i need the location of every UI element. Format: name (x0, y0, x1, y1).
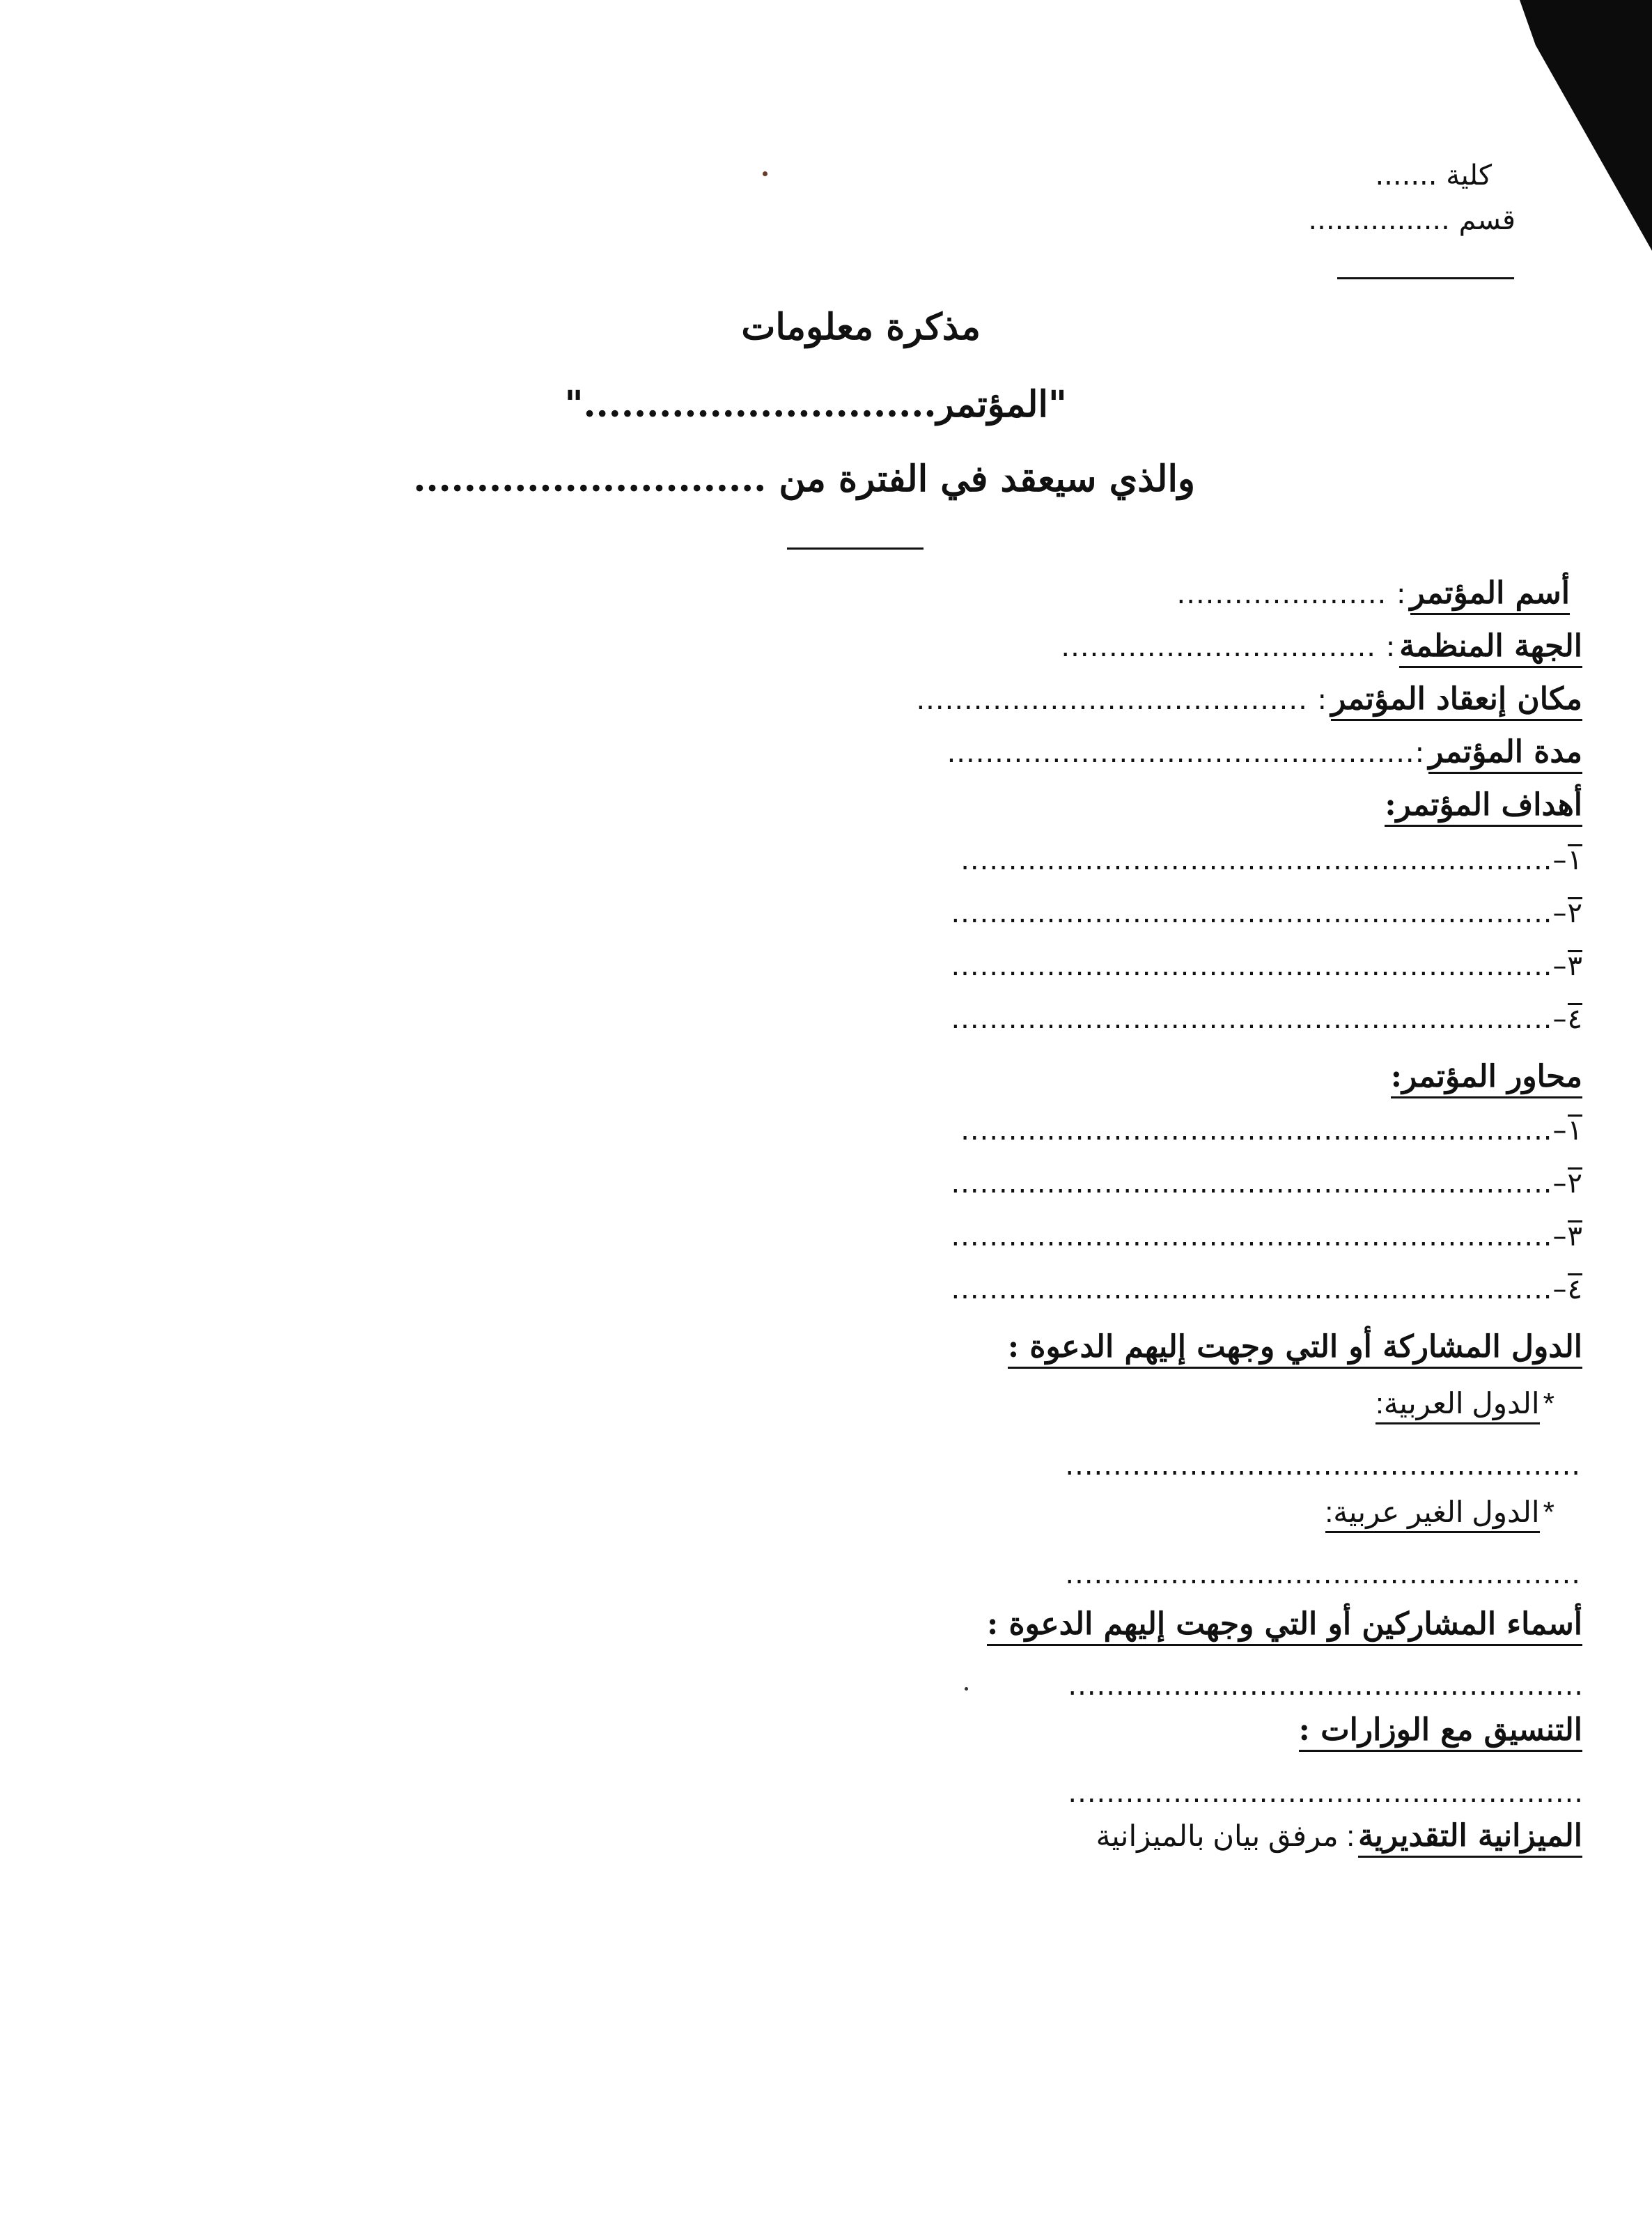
venue-value: : ......................................... (916, 684, 1327, 716)
nonarab-countries-row (1325, 1498, 1554, 1533)
period-line: والذي سيعقد في الفترة من ............................ (413, 458, 1195, 500)
list-item (951, 897, 1582, 927)
faculty-line: كلية ....... (1375, 160, 1492, 192)
item-dots: –............................................................... (951, 1220, 1568, 1252)
budget-label: الميزانية التقديرية (1358, 1821, 1582, 1858)
coordination-dots (1068, 1779, 1584, 1807)
arab-countries-label: الدول العربية: (1376, 1389, 1539, 1424)
objectives-row (1385, 787, 1582, 827)
organizer-label: الجهة المنظمة (1399, 631, 1582, 668)
item-dots: –.............................................................. (960, 1114, 1568, 1147)
axes-row (1390, 1059, 1582, 1098)
participants-label: أسماء المشاركين أو التي وجهت إليهم الدعوة : (987, 1609, 1582, 1646)
coordination-row (1298, 1712, 1582, 1752)
list-item (960, 844, 1582, 874)
countries-row (1007, 1329, 1582, 1369)
duration-label: مدة المؤتمر (1428, 737, 1582, 774)
countries-label: الدول المشاركة أو التي وجهت إليهم الدعوة : (1008, 1332, 1582, 1369)
organizer-value: : ................................. (1061, 631, 1396, 663)
list-item (951, 1220, 1582, 1250)
objectives-label: أهداف المؤتمر: (1385, 790, 1582, 827)
participants-dots (1068, 1672, 1584, 1700)
scan-speck (965, 1687, 968, 1691)
item-dots: –............................................................... (951, 1003, 1568, 1035)
item-number: ٣ (1567, 950, 1582, 982)
conference-name-row (1176, 575, 1570, 615)
nonarab-countries-label: الدول الغير عربية: (1325, 1498, 1540, 1533)
department-line: قسم ................ (1308, 204, 1515, 236)
conference-title: "المؤتمر............................" (564, 383, 1067, 426)
dotted-line: ...................................................... (1065, 1450, 1581, 1482)
nonarab-star: * (1543, 1496, 1554, 1528)
coordination-label: التنسيق مع الوزارات : (1299, 1715, 1582, 1752)
arab-countries-row (1376, 1389, 1554, 1424)
conference-name-value: : ...................... (1176, 578, 1407, 610)
budget-value: : مرفق بيان بالميزانية (1096, 1819, 1355, 1852)
venue-row (916, 681, 1582, 721)
budget-row (1096, 1818, 1582, 1858)
item-number: ٢ (1567, 1167, 1582, 1199)
organizer-row (1061, 628, 1582, 668)
item-number: ٤ (1567, 1003, 1582, 1035)
venue-label: مكان إنعقاد المؤتمر (1331, 684, 1582, 721)
dotted-line: ...................................................... (1068, 1670, 1584, 1702)
scan-speck (763, 171, 767, 176)
item-number: ١ (1567, 844, 1582, 876)
title-rule (787, 547, 924, 550)
arab-countries-dots (1065, 1450, 1581, 1482)
list-item (951, 950, 1582, 980)
conference-name-label: أسم المؤتمر (1410, 578, 1570, 615)
dotted-line: ...................................................... (1065, 1558, 1581, 1590)
nonarab-countries-dots (1065, 1560, 1581, 1588)
list-item (951, 1003, 1582, 1033)
item-number: ٢ (1567, 897, 1582, 929)
duration-value: :................................................. (946, 737, 1426, 769)
list-item (951, 1273, 1582, 1303)
item-number: ١ (1567, 1114, 1582, 1147)
item-dots: –............................................................... (951, 897, 1568, 929)
memo-title: مذكرة معلومات (741, 306, 981, 348)
item-dots: –.............................................................. (960, 844, 1568, 876)
item-dots: –............................................................... (951, 1167, 1568, 1199)
item-dots: –............................................................... (951, 950, 1568, 982)
dotted-line: ...................................................... (1068, 1777, 1584, 1809)
scan-shadow-corner (1520, 0, 1652, 251)
axes-label: محاور المؤتمر: (1391, 1062, 1582, 1098)
list-item (960, 1114, 1582, 1147)
participants-row (986, 1606, 1582, 1646)
duration-row (946, 734, 1582, 774)
item-dots: –............................................................... (951, 1273, 1568, 1305)
list-item (951, 1167, 1582, 1197)
arab-star: * (1543, 1387, 1554, 1420)
item-number: ٣ (1567, 1220, 1582, 1252)
item-number: ٤ (1567, 1273, 1582, 1305)
header-rule (1337, 277, 1514, 279)
